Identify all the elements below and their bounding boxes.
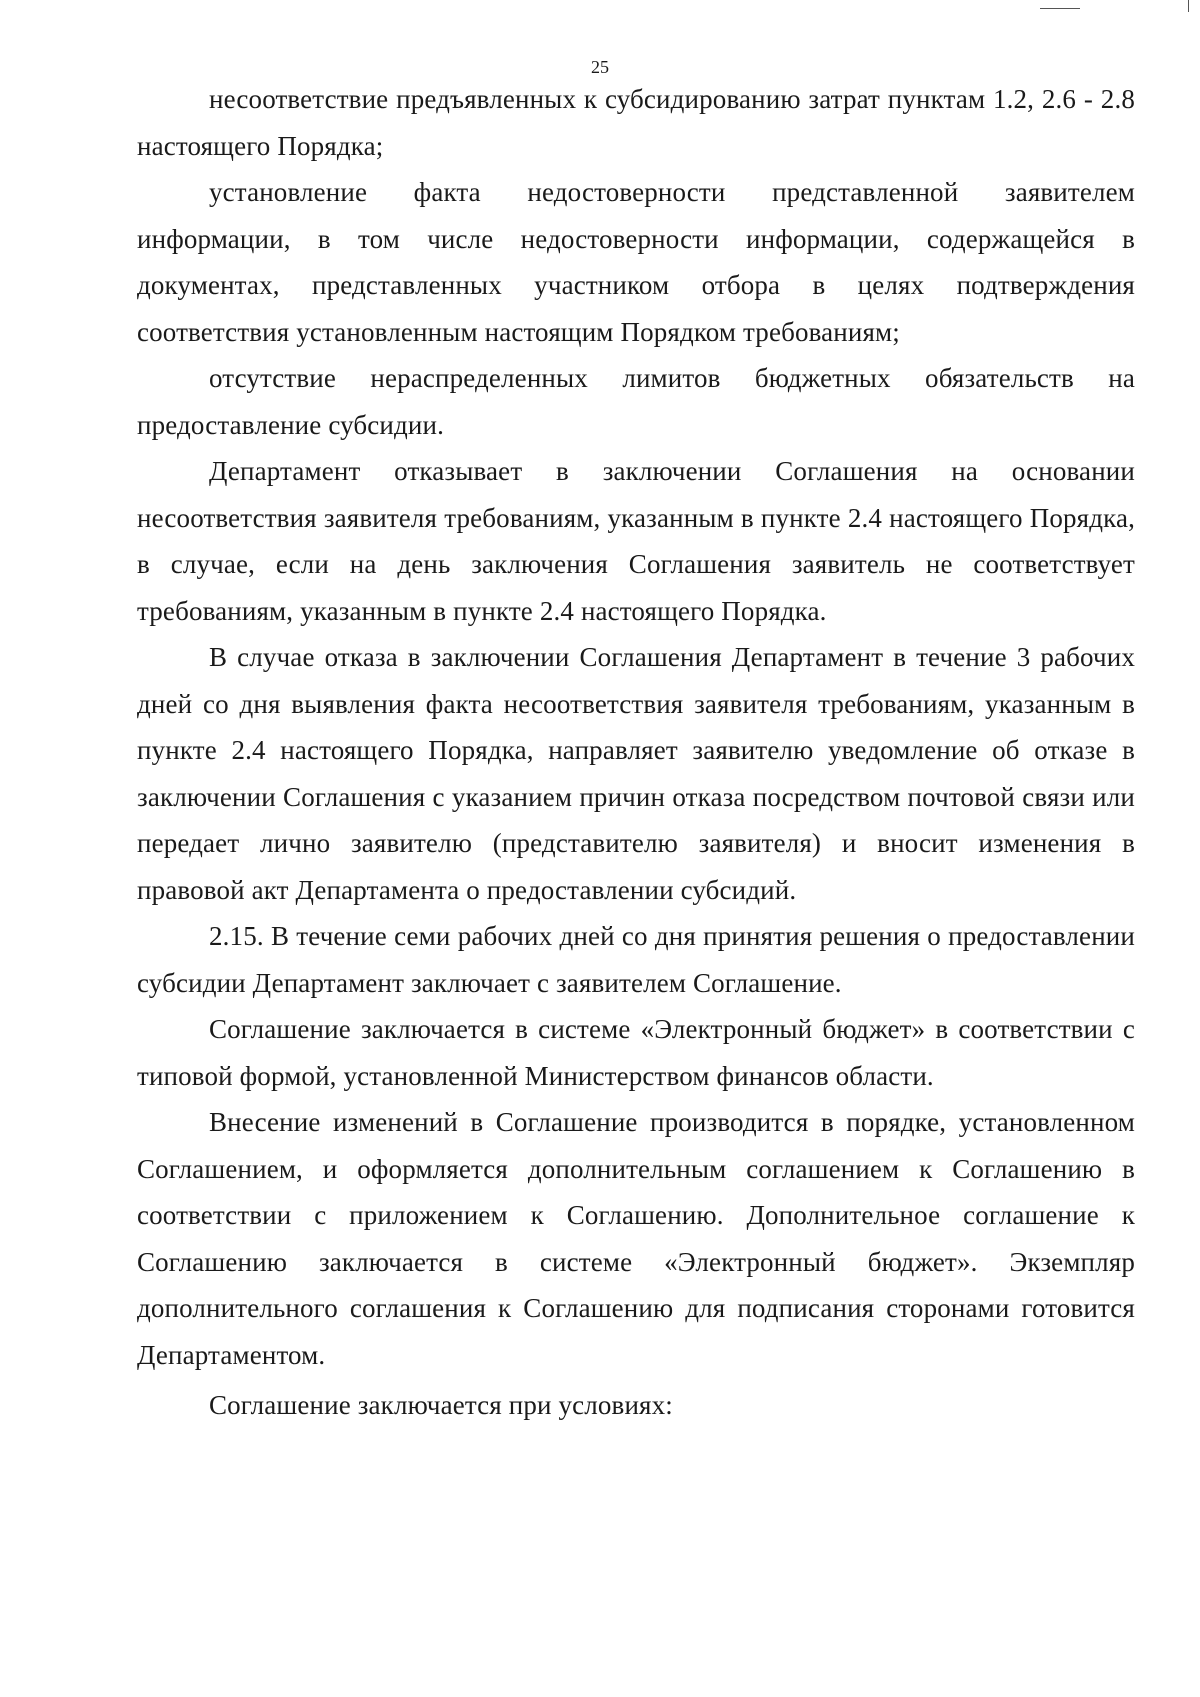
paragraph-conditions: Соглашение заключается при условиях: [209, 1390, 673, 1420]
paragraph-false-information: установление факта недостоверности представленной заявителем информации, в том числе недостоверности информации, содержащейся в документах, представленных участником отбора в целях подтверждения соответствия установленным настоящим Порядком требованиям; [137, 177, 1135, 347]
paragraph-no-limits: отсутствие нераспределенных лимитов бюджетных обязательств на предоставление субсидии. [137, 363, 1135, 440]
page-number: 25 [591, 57, 609, 77]
paragraph-refusal-grounds: Департамент отказывает в заключении Соглашения на основании несоответствия заявителя требованиям, указанным в пункте 2.4 настоящего Порядка, в случае, если на день заключения Соглашения заявитель не соответствует требованиям, указанным в пункте 2.4 настоящего Порядка. [137, 456, 1135, 626]
paragraph-cost-mismatch: несоответствие предъявленных к субсидированию затрат пунктам 1.2, 2.6 - 2.8 настоящего Порядка; [137, 84, 1135, 161]
paragraph-refusal-notice: В случае отказа в заключении Соглашения Департамент в течение 3 рабочих дней со дня выявления факта несоответствия заявителя требованиям, указанным в пункте 2.4 настоящего Порядка, направляет заявителю уведомление об отказе в заключении Соглашения с указанием причин отказа посредством почтовой связи или передает лично заявителю (представителю заявителя) и вносит изменения в правовой акт Департамента о предоставлении субсидий. [137, 642, 1135, 905]
paragraph-amendments: Внесение изменений в Соглашение производится в порядке, установленном Соглашением, и оформляется дополнительным соглашением к Соглашению в соответствии с приложением к Соглашению. Дополнительное соглашение к Соглашению заключается в системе «Электронный бюджет». Экземпляр дополнительного соглашения к Соглашению для подписания сторонами готовится Департаментом. [137, 1107, 1135, 1370]
document-body [137, 76, 1135, 1429]
scan-corner-mark [1020, 0, 1200, 14]
paragraph-2-15: 2.15. В течение семи рабочих дней со дня принятия решения о предоставлении субсидии Департамент заключает с заявителем Соглашение. [137, 921, 1135, 998]
paragraph-electronic-budget: Соглашение заключается в системе «Электронный бюджет» в соответствии с типовой формой, установленной Министерством финансов области. [137, 1014, 1135, 1091]
